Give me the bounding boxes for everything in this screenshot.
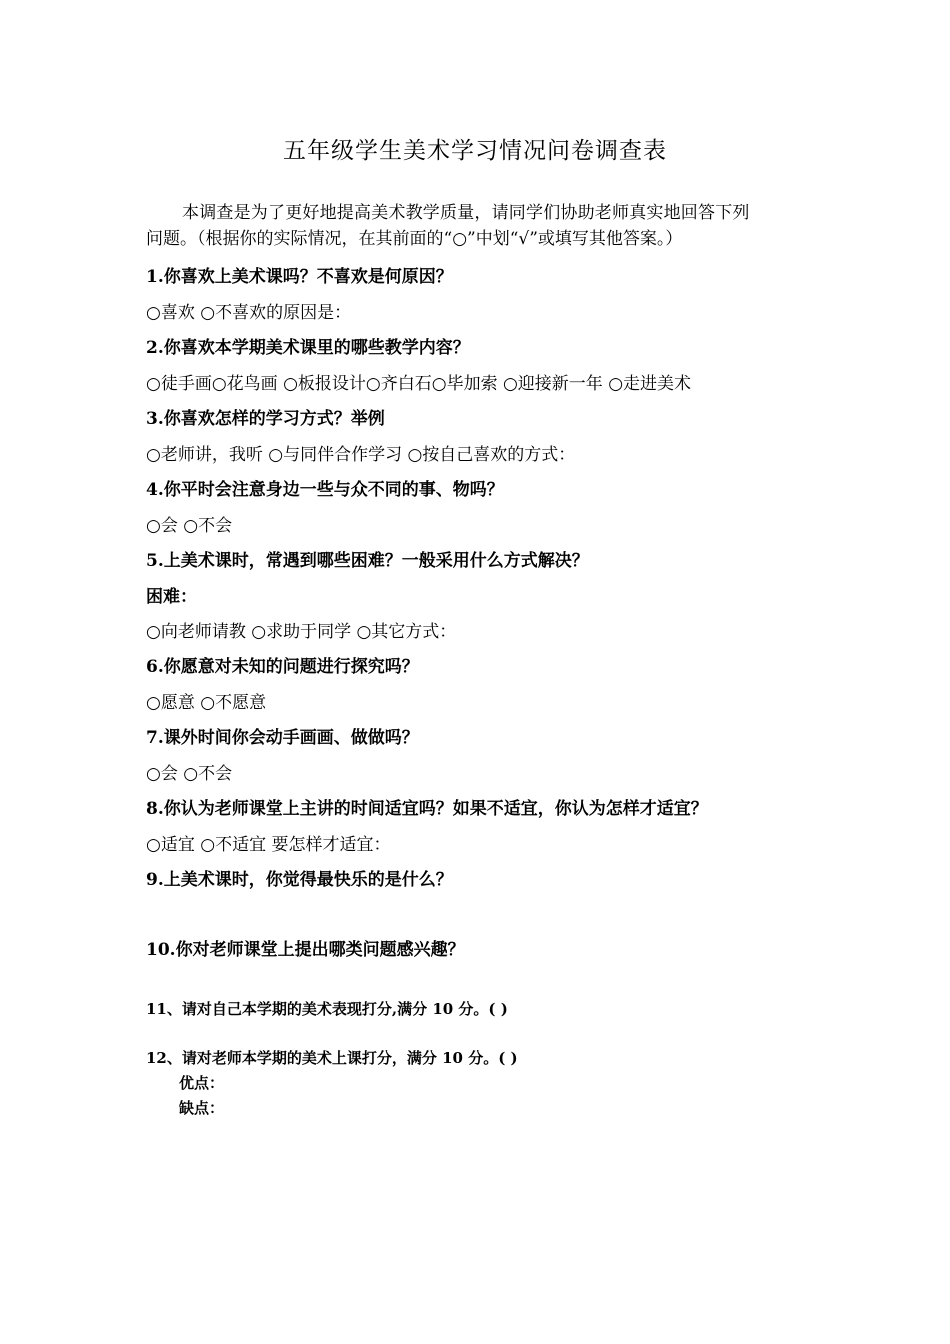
- question-3-options: ○老师讲，我听 ○与同伴合作学习 ○按自己喜欢的方式：: [146, 445, 576, 465]
- question-7-options: ○会 ○不会: [146, 764, 233, 784]
- question-1-options: ○喜欢 ○不喜欢的原因是：: [146, 303, 352, 323]
- question-6: 6.你愿意对未知的问题进行探究吗？: [146, 657, 419, 677]
- question-12: 12、请对老师本学期的美术上课打分，满分 10 分。( ): [146, 1049, 518, 1067]
- intro-line-2: 问题。（根据你的实际情况，在其前面的“○”中划“√”或填写其他答案。）: [146, 229, 683, 249]
- intro-line-1: 本调查是为了更好地提高美术教学质量，请同学们协助老师真实地回答下列: [182, 203, 750, 223]
- question-10: 10.你对老师课堂上提出哪类问题感兴趣？: [146, 940, 465, 960]
- question-3: 3.你喜欢怎样的学习方式？举例: [146, 409, 385, 429]
- question-5-options: ○向老师请教 ○求助于同学 ○其它方式：: [146, 622, 457, 642]
- question-2-options: ○徒手画○花鸟画 ○板报设计○齐白石○毕加索 ○迎接新一年 ○走进美术: [146, 374, 692, 394]
- question-7: 7.课外时间你会动手画画、做做吗？: [146, 728, 419, 748]
- question-11: 11、请对自己本学期的美术表现打分,满分 10 分。( ): [146, 1000, 508, 1018]
- question-5: 5.上美术课时，常遇到哪些困难？一般采用什么方式解决？: [146, 551, 589, 571]
- question-12-flaws-label: 缺点：: [179, 1099, 225, 1117]
- intro-paragraph: [146, 200, 810, 252]
- question-9: 9.上美术课时，你觉得最快乐的是什么？: [146, 870, 453, 890]
- question-8: 8.你认为老师课堂上主讲的时间适宜吗？如果不适宜，你认为怎样才适宜？: [146, 799, 708, 819]
- question-6-options: ○愿意 ○不愿意: [146, 693, 267, 713]
- question-12-merits-label: 优点：: [179, 1074, 225, 1092]
- question-4-options: ○会 ○不会: [146, 516, 233, 536]
- question-4: 4.你平时会注意身边一些与众不同的事、物吗？: [146, 480, 504, 500]
- question-1: 1.你喜欢上美术课吗？不喜欢是何原因？: [146, 267, 453, 287]
- page-title: 五年级学生美术学习情况问卷调查表: [283, 138, 667, 164]
- question-8-options: ○适宜 ○不适宜 要怎样才适宜：: [146, 835, 391, 855]
- question-5-difficulty-label: 困难：: [146, 587, 197, 607]
- question-2: 2.你喜欢本学期美术课里的哪些教学内容？: [146, 338, 470, 358]
